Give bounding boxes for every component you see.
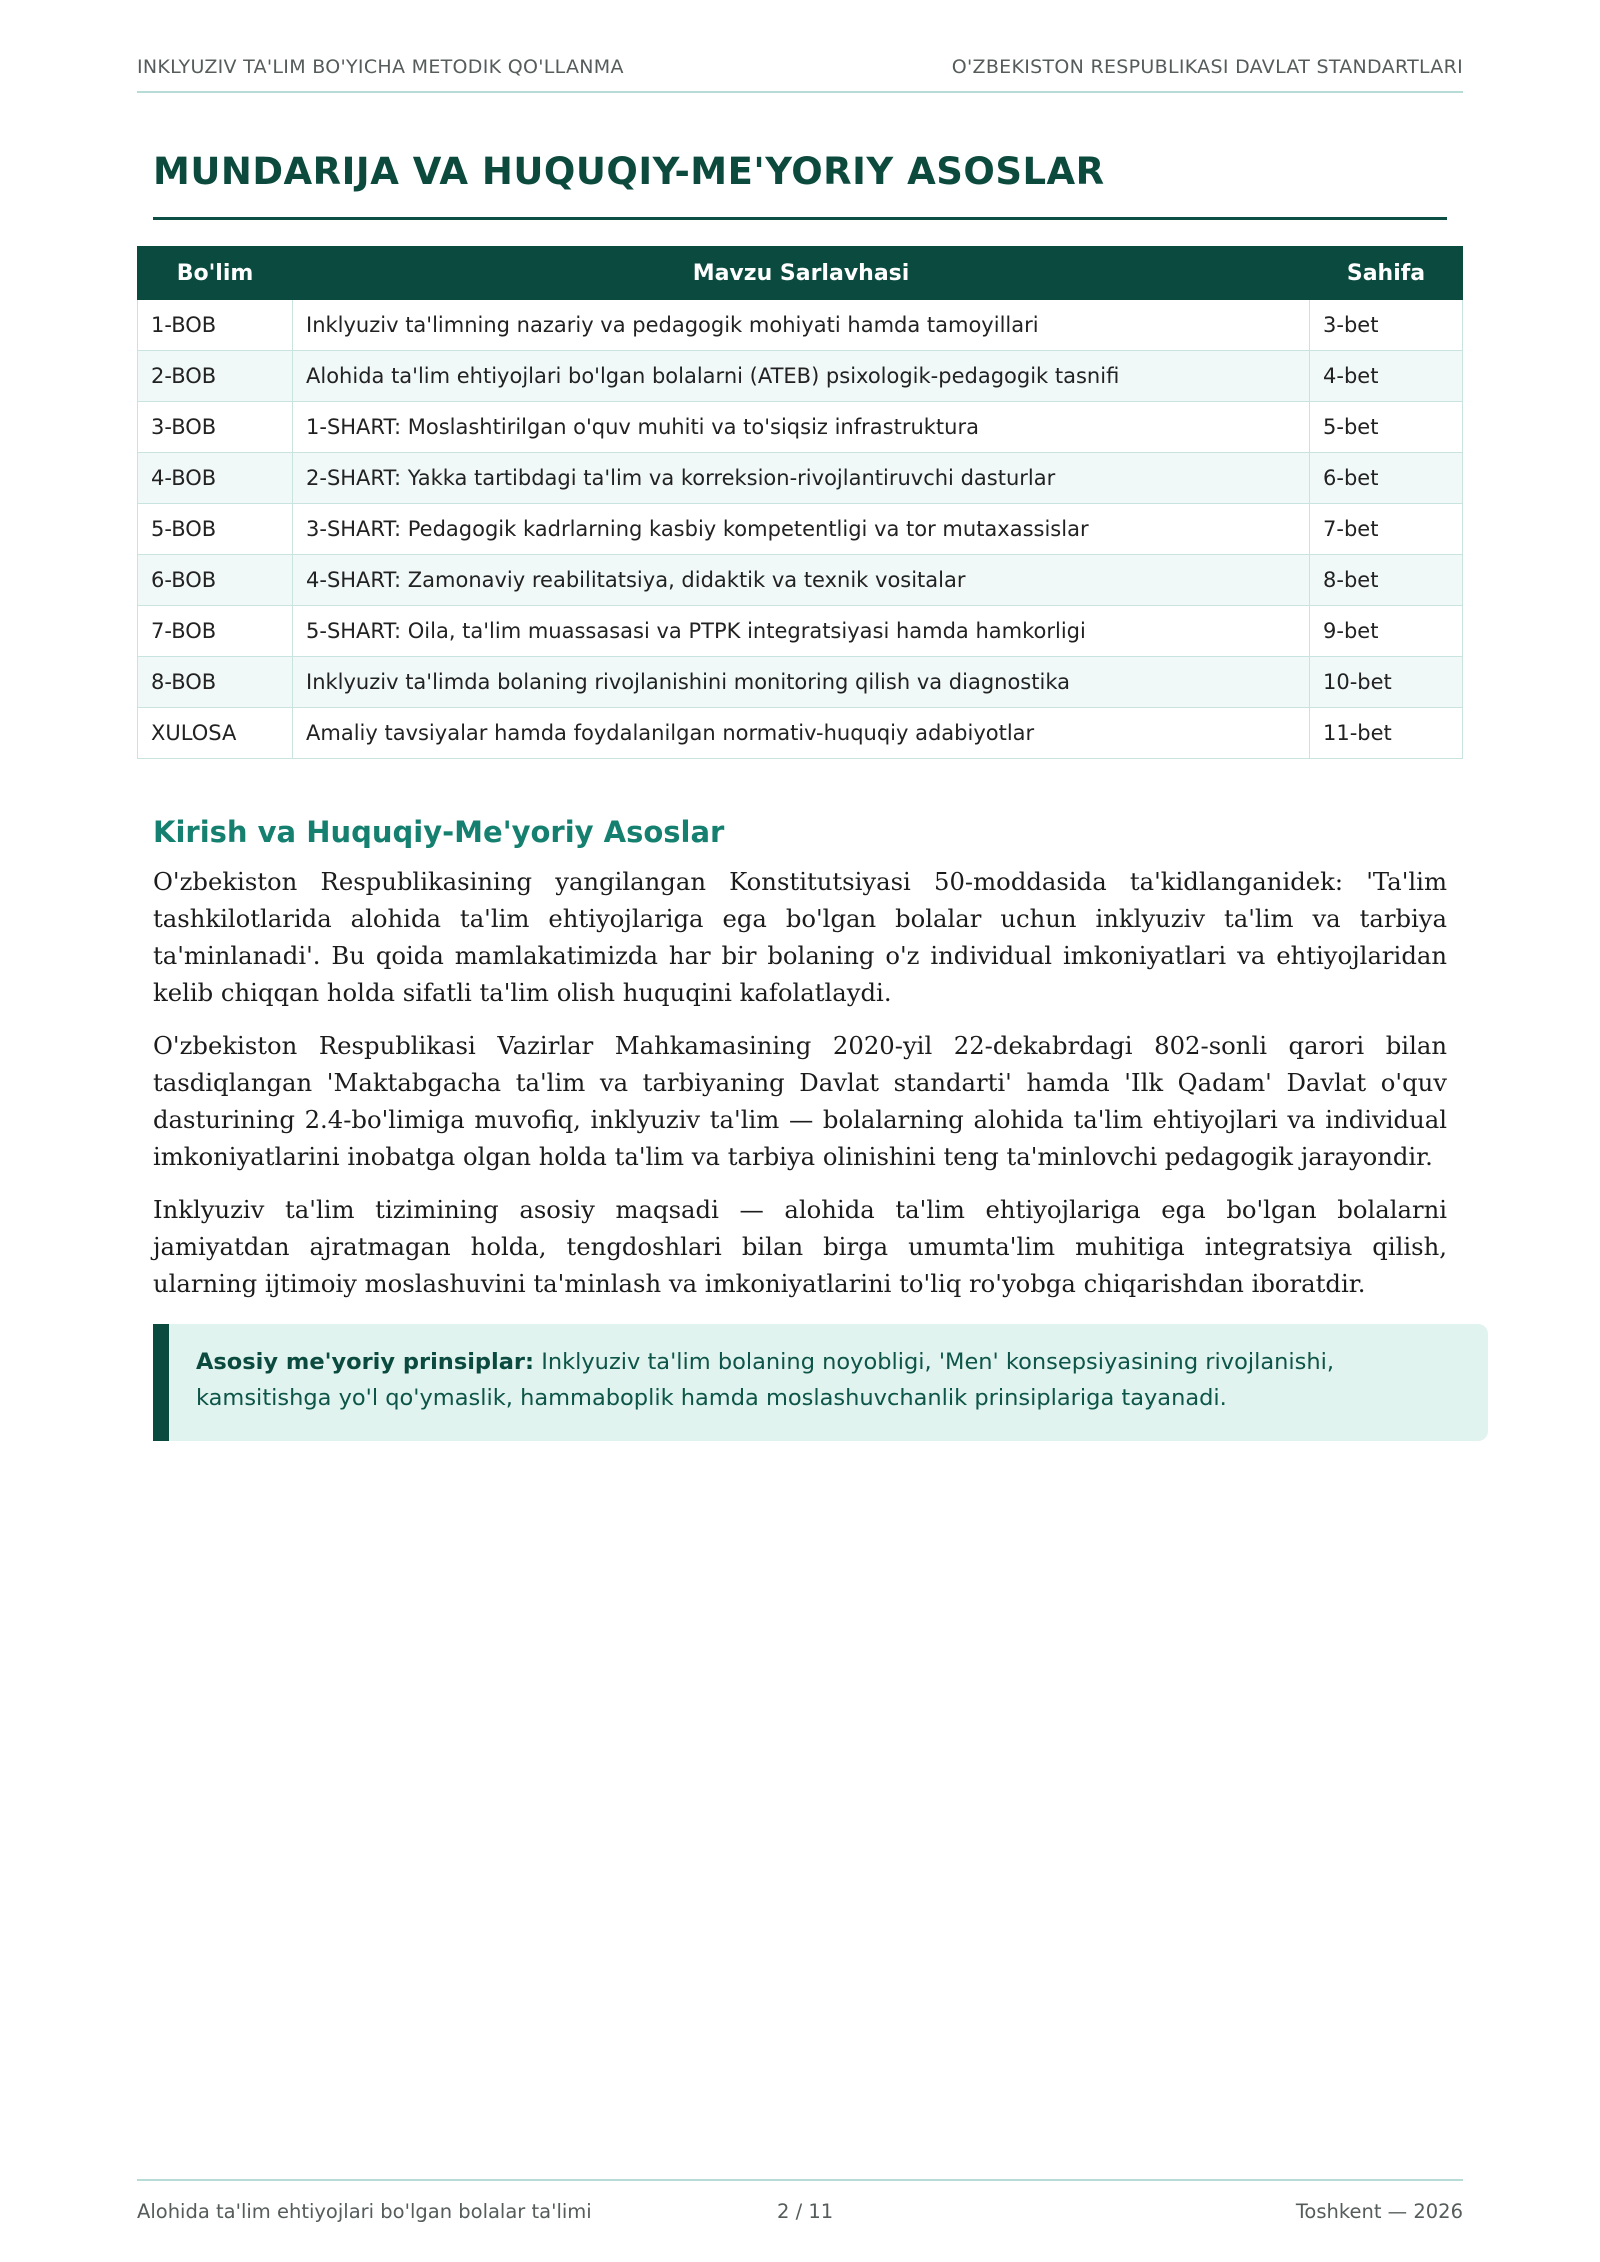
table-row xyxy=(138,555,1463,606)
table-row xyxy=(138,402,1463,453)
intro-paragraph: Inklyuziv ta'lim tizimining asosiy maqsadi — alohida ta'lim ehtiyojlariga ega bo'lgan bolalarni jamiyatdan ajratmagan holda, tengdoshlari bilan birga umumta'lim muhitiga integratsiya qilish, ularning ijtimoiy moslashuvini ta'minlash va imkoniyatlarini to'liq ro'yobga chiqarishdan iboratdir. xyxy=(153,1195,1447,1298)
callout-label: Asosiy me'yoriy prinsiplar: xyxy=(196,1349,535,1375)
table-row xyxy=(138,300,1463,351)
toc-page-cell: 4-bet xyxy=(1310,351,1463,402)
toc-topic-cell: 3-SHART: Pedagogik kadrlarning kasbiy kompetentligi va tor mutaxassislar xyxy=(293,504,1310,555)
table-row xyxy=(138,453,1463,504)
footer-right-text: Toshkent — 2026 xyxy=(1295,2200,1463,2223)
toc-topic-cell: 4-SHART: Zamonaviy reabilitatsiya, didaktik va texnik vositalar xyxy=(293,555,1310,606)
toc-topic-cell: Amaliy tavsiyalar hamda foydalanilgan normativ-huquqiy adabiyotlar xyxy=(293,708,1310,759)
toc-header-row xyxy=(138,247,1463,300)
intro-paragraph: O'zbekiston Respublikasi Vazirlar Mahkamasining 2020-yil 22-dekabrdagi 802-sonli qarori bilan tasdiqlangan 'Maktabgacha ta'lim va tarbiyaning Davlat standarti' hamda 'Ilk Qadam' Davlat o'quv dasturining 2.4-bo'limiga muvofiq, inklyuziv ta'lim — bolalarning alohida ta'lim ehtiyojlari va individual imkoniyatlarini inobatga olgan holda ta'lim va tarbiya olinishini teng ta'minlovchi pedagogik jarayondir. xyxy=(153,1031,1447,1171)
toc-page-cell: 10-bet xyxy=(1310,657,1463,708)
toc-topic-cell: Inklyuziv ta'limda bolaning rivojlanishini monitoring qilish va diagnostika xyxy=(293,657,1310,708)
toc-table xyxy=(137,246,1463,759)
toc-section-cell: 1-BOB xyxy=(138,300,293,351)
toc-topic-cell: 1-SHART: Moslashtirilgan o'quv muhiti va to'siqsiz infrastruktura xyxy=(293,402,1310,453)
toc-header-page: Sahifa xyxy=(1310,247,1463,300)
header-left-text: INKLYUZIV TA'LIM BO'YICHA METODIK QO'LLANMA xyxy=(137,56,624,78)
toc-header-topic: Mavzu Sarlavhasi xyxy=(293,247,1310,300)
header-right-text: O'ZBEKISTON RESPUBLIKASI DAVLAT STANDARTLARI xyxy=(951,56,1463,78)
table-row xyxy=(138,708,1463,759)
toc-section-cell: 6-BOB xyxy=(138,555,293,606)
toc-page-cell: 3-bet xyxy=(1310,300,1463,351)
table-row xyxy=(138,606,1463,657)
page-number: 2 / 11 xyxy=(777,2200,834,2223)
toc-page-cell: 6-bet xyxy=(1310,453,1463,504)
toc-section-cell: 3-BOB xyxy=(138,402,293,453)
toc-header-section: Bo'lim xyxy=(138,247,293,300)
toc-section-cell: 7-BOB xyxy=(138,606,293,657)
toc-section-cell: 4-BOB xyxy=(138,453,293,504)
toc-section-cell: 8-BOB xyxy=(138,657,293,708)
callout-text: Inklyuziv ta'lim bolaning noyobligi, 'Men' konsepsiyasining rivojlanishi, kamsitishga yo'l qo'ymaslik, hammaboplik hamda moslashuvchanlik prinsiplariga tayanadi. xyxy=(196,1349,1335,1411)
toc-topic-cell: Inklyuziv ta'limning nazariy va pedagogik mohiyati hamda tamoyillari xyxy=(293,300,1310,351)
toc-page-cell: 8-bet xyxy=(1310,555,1463,606)
toc-topic-cell: 5-SHART: Oila, ta'lim muassasasi va PTPK integratsiyasi hamda hamkorligi xyxy=(293,606,1310,657)
main-content xyxy=(137,150,1463,1441)
table-row xyxy=(138,351,1463,402)
table-row xyxy=(138,657,1463,708)
table-row xyxy=(138,504,1463,555)
intro-heading: Kirish va Huquqiy-Me'yoriy Asoslar xyxy=(153,815,725,849)
toc-section-cell: 2-BOB xyxy=(138,351,293,402)
toc-page-cell: 11-bet xyxy=(1310,708,1463,759)
toc-section-cell: XULOSA xyxy=(138,708,293,759)
page-title: MUNDARIJA VA HUQUQIY-ME'YORIY ASOSLAR xyxy=(153,150,1447,220)
toc-section-cell: 5-BOB xyxy=(138,504,293,555)
page-header xyxy=(137,56,1463,93)
toc-topic-cell: Alohida ta'lim ehtiyojlari bo'lgan bolalarni (ATEB) psixologik-pedagogik tasnifi xyxy=(293,351,1310,402)
toc-topic-cell: 2-SHART: Yakka tartibdagi ta'lim va korreksion-rivojlantiruvchi dasturlar xyxy=(293,453,1310,504)
principles-callout xyxy=(153,1324,1488,1441)
toc-page-cell: 7-bet xyxy=(1310,504,1463,555)
intro-paragraph: O'zbekiston Respublikasining yangilangan Konstitutsiyasi 50-moddasida ta'kidlanganidek: 'Ta'lim tashkilotlarida alohida ta'lim ehtiyojlariga ega bo'lgan bolalar uchun inklyuziv ta'lim va tarbiya ta'minlanadi'. Bu qoida mamlakatimizda har bir bolaning o'z individual imkoniyatlari va ehtiyojlaridan kelib chiqqan holda sifatli ta'lim olish huquqini kafolatlaydi. xyxy=(153,867,1447,1007)
page-footer xyxy=(137,2179,1463,2230)
toc-page-cell: 5-bet xyxy=(1310,402,1463,453)
footer-left-text: Alohida ta'lim ehtiyojlari bo'lgan bolalar ta'limi xyxy=(137,2200,592,2223)
toc-page-cell: 9-bet xyxy=(1310,606,1463,657)
